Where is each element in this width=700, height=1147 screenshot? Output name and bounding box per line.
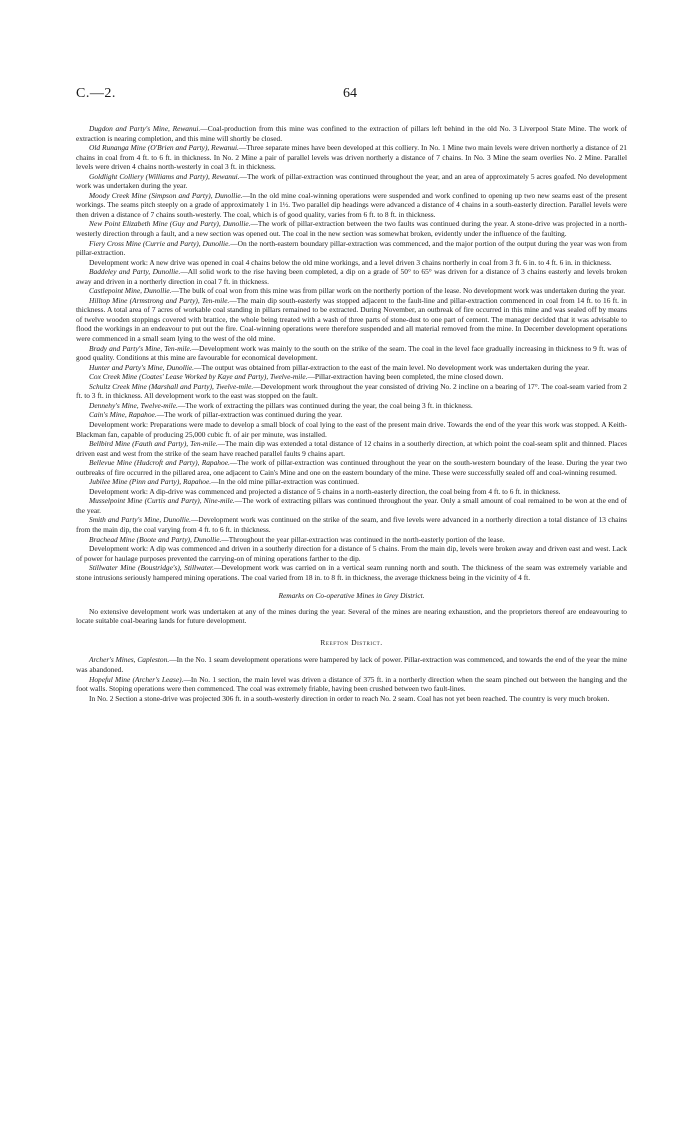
mine-name: Fiery Cross Mine (Currie and Party), Dunollie. [89, 238, 231, 248]
mine-paragraph [76, 191, 627, 220]
mine-name: Cain's Mine, Rapahoe. [89, 410, 157, 420]
mine-paragraph [76, 458, 627, 477]
mine-paragraph [76, 286, 627, 296]
reefton-district-title: Reefton District. [320, 637, 383, 647]
mine-paragraph [76, 372, 627, 382]
mine-description: —In the old mine coal-winning operations were suspended and work confined to opening up two new seams east of the present workings. The seams pitch steeply on a grade of approximately 1 in 1½. Two parallel dip headings were advanced a distance of 4 chains in a south-easterly direction. Parallel levels were then driven a distance of 7 chains south-westerly. The coal, which is of good quality, varies from 6 ft. to 8 ft. in thickness. [76, 190, 628, 219]
mine-description: —All solid work to the rise having been completed, a dip on a grade of 50° to 65° was driven for a distance of 3 chains easterly and levels broken away and driven in a northerly direction in coal 7 ft. in thickness. [76, 267, 627, 286]
mine-name: Dennehy's Mine, Twelve-mile. [89, 400, 178, 410]
mine-description: —The work of pillar-extraction was continued throughout the year, and an area of approximately 5 acres goafed. No development work was undertaken during the year. [76, 171, 628, 191]
mine-description: —The work of pillar-extraction between the two faults was continued during the year. A stone-drive was projected in a north-westerly direction through a fault, and a new section was opened out. The coal in the new section was somewhat broken, evidently under the influence of the faulting. [76, 219, 627, 239]
mine-paragraph [76, 219, 627, 238]
mine-paragraph [76, 477, 627, 487]
mine-paragraph [76, 124, 627, 143]
mine-description: —On the north-eastern boundary pillar-extraction was commenced, and the major portion of the output during the year was won from pillar-extraction. [76, 238, 627, 258]
cooperative-section-title: Remarks on Co-operative Mines in Grey District. [278, 591, 425, 601]
mine-name: Musselpoint Mine (Curtis and Party), Nine-mile. [89, 496, 235, 506]
mine-description: —Coal-production from this mine was confined to the extraction of pillars left behind in the old No. 3 Liverpool State Mine. The work of extraction is nearing completion, and this mine will shortly be closed. [76, 124, 627, 143]
mine-paragraph [76, 239, 627, 258]
page-body [76, 124, 627, 703]
cooperative-paragraph: No extensive development work was undertaken at any of the mines during the year. Several of the mines are nearing exhaustion, and the proprietors thereof are endeavouring to locate suitable coal-bearing lands for future development. [76, 606, 627, 626]
grey-district-mines-section [76, 124, 627, 582]
mine-paragraph [76, 496, 627, 515]
mine-description: —In the No. 1 seam development operations were hampered by lack of power. Pillar-extraction was commenced, and towards the end of the year the mine was abandoned. [76, 655, 627, 674]
mine-paragraph [76, 439, 627, 458]
mine-paragraph [76, 535, 627, 545]
document-reference: C.—2. [76, 86, 116, 101]
mine-name: Cox Creek Mine (Coates' Lease Worked by Kaye and Party), Twelve-mile. [89, 372, 308, 382]
mine-name: Smith and Party's Mine, Dunollie. [89, 515, 192, 525]
mine-name: Hilltop Mine (Armstrong and Party), Ten-mile. [89, 295, 230, 305]
mine-description: —Throughout the year pillar-extraction was continued in the north-easterly portion of the lease. [221, 534, 505, 544]
mine-paragraph [76, 694, 627, 704]
mine-name: Baddeley and Party, Dunollie. [89, 267, 181, 277]
mine-paragraph [76, 675, 627, 694]
mine-description: Development work: A dip was commenced and driven in a southerly direction for a distance of 5 chains. From the main dip, levels were broken away and driven east and west. Lack of power for haulage purposes prevented the carrying-on of mining operations farther to the dip. [76, 544, 627, 563]
mine-name: Brachead Mine (Boote and Party), Dunollie. [89, 534, 222, 544]
mine-paragraph [76, 344, 627, 363]
mine-name: Archer's Mines, Capleston. [89, 655, 170, 665]
mine-name: Jubilee Mine (Pinn and Party), Rapahoe. [89, 477, 212, 487]
mine-description: —Development work was carried on in a vertical seam running north and south. The thickness of the seam was extremely variable and stone intrusions seriously hampered mining operations. The coal varied from 18 in. to 8 ft. in thickness, the average thickness being in the vicinity of 4 ft. [76, 563, 627, 582]
mine-description: —Development work was mainly to the south on the strike of the seam. The coal in the level face gradually increasing in thickness to 9 ft. was of good quality. Conditions at this mine are favourable for economical development. [76, 343, 627, 363]
mine-paragraph [76, 401, 627, 411]
mine-description: In No. 2 Section a stone-drive was projected 306 ft. in a south-westerly direction in order to reach No. 2 seam. Coal has not yet been reached. The country is very much broken. [89, 693, 610, 703]
mine-paragraph [76, 515, 627, 534]
mine-description: —Development work was continued on the strike of the seam, and five levels were advanced in a northerly direction a total distance of 13 chains from the main dip, the coal varying from 4 ft. to 6 ft. in thickness. [76, 515, 627, 534]
mine-name: Stillwater Mine (Boustridge's), Stillwater. [89, 563, 214, 573]
mine-name: Castlepoint Mine, Dunollie. [89, 286, 172, 296]
mine-description: —In the old mine pillar-extraction was continued. [211, 477, 359, 487]
mine-name: Hopeful Mine (Archer's Lease). [89, 674, 184, 684]
mine-description: —Pillar-extraction having been completed, the mine closed down. [307, 372, 504, 382]
mine-paragraph [76, 267, 627, 286]
mine-paragraph [76, 382, 627, 401]
mine-name: Bellevue Mine (Hudcroft and Party), Rapahoe. [89, 458, 230, 468]
reefton-district-section [76, 655, 627, 703]
mine-paragraph [76, 143, 627, 172]
mine-description: —The main dip south-easterly was stopped adjacent to the fault-line and pillar-extraction commenced in coal from 14 ft. to 16 ft. in thickness. A total area of 7 acres of workable coal standing in pillars remained to be extracted. During November, an outbreak of fire occurred in this mine and was sealed off by means of twelve wooden stoppings covered with brattice, the whole being treated with a wash of three parts of stone-dust to one part of cement. The manager decided that it was advisable to flood the workings in an endeavour to put out the fire. Coal-winning operations were therefore suspended and all material removed from the mine. In December development operations were commenced in a small seam lying to the west of the old mine. [76, 295, 627, 344]
mine-paragraph [76, 420, 627, 439]
mine-name: Hunter and Party's Mine, Dunollie. [89, 362, 195, 372]
mine-paragraph [76, 563, 627, 582]
mine-name: Goldlight Colliery (Williams and Party), Rewanui. [89, 171, 240, 181]
mine-name: New Point Elizabeth Mine (Guy and Party), Dunollie. [89, 219, 251, 229]
mine-description: —Three separate mines have been developed at this colliery. In No. 1 Mine two main levels were driven northerly a distance of 21 chains in coal from 4 ft. to 6 ft. in thickness. In No. 2 Mine a pair of parallel levels was driven northerly a distance of 7 chains. In No. 3 Mine the seam overlies No. 2 Mine. Parallel levels were driven 4 chains north-westerly in coal 3 ft. in thickness. [76, 143, 627, 172]
mine-description: —Development work throughout the year consisted of driving No. 2 incline on a bearing of 17°. The coal-seam varied from 2 ft. to 3 ft. in thickness. All development work to the east was stopped on the fault. [76, 381, 628, 401]
mine-description: —The output was obtained from pillar-extraction to the east of the main level. No development work was undertaken during the year. [194, 362, 590, 372]
mine-description: —The work of pillar-extraction was continued during the year. [156, 410, 343, 420]
mine-description: —The work of extracting the pillars was continued during the year, the coal being 3 ft. in thickness. [177, 400, 473, 410]
mine-description: —The work of extracting pillars was continued throughout the year. Only a small amount of coal remained to be won at the end of the year. [76, 496, 627, 515]
mine-description: Development work: A dip-drive was commenced and projected a distance of 5 chains in a north-easterly direction, the coal being from 4 ft. to 6 ft. in thickness. [89, 486, 561, 496]
mine-description: —The bulk of coal won from this mine was from pillar work on the northerly portion of the lease. No development work was undertaken during the year. [171, 286, 626, 296]
mine-description: —The main dip was extended a total distance of 12 chains in a southerly direction, at which point the coal-seam split and thinned. Places driven east and west from the strike of the seam have reached parallel faults 9 chains apart. [76, 439, 627, 458]
mine-description: —In No. 1 section, the main level was driven a distance of 375 ft. in a northerly direction when the seam pinched out between the hanging and the foot walls. Stoping operations were then commenced. The coal was extremely friable, having been crushed between two fault-lines. [76, 674, 628, 694]
mine-paragraph [76, 544, 627, 563]
mine-paragraph [76, 410, 627, 420]
mine-description: Development work: A new drive was opened in coal 4 chains below the old mine workings, and a level driven 3 chains northerly in coal from 3 ft. 6 in. to 4 ft. 6 in. in thickness. [89, 257, 612, 267]
mine-paragraph [76, 296, 627, 344]
mine-name: Brady and Party's Mine, Ten-mile. [89, 343, 192, 353]
mine-name: Old Runanga Mine (O'Brien and Party), Rewanui. [89, 143, 239, 153]
mine-name: Dugdon and Party's Mine, Rewanui. [89, 124, 201, 133]
mine-paragraph [76, 258, 627, 268]
mine-description: Development work: Preparations were made to develop a small block of coal lying to the east of the present main drive. Towards the end of the year this work was stopped. A Keith-Blackman fan, capable of producing 25,000 cubic ft. of air per minute, was installed. [76, 419, 627, 439]
mine-paragraph [76, 487, 627, 497]
mine-description: —The work of pillar-extraction was continued throughout the year on the south-western boundary of the lease. During the year two outbreaks of fire occurred in the pillared area, one adjacent to Cain's Mine and one on the eastern boundary of the mine. These were successfully sealed off and coal-winning resumed. [76, 458, 627, 477]
mine-paragraph [76, 655, 627, 674]
page-header [0, 86, 700, 106]
mine-name: Bellbird Mine (Fauth and Party), Ten-mile. [89, 439, 218, 449]
page-number: 64 [343, 86, 357, 101]
mine-name: Moody Creek Mine (Simpson and Party), Dunollie. [89, 190, 243, 200]
mine-paragraph [76, 363, 627, 373]
mine-paragraph [76, 172, 627, 191]
mine-name: Schultz Creek Mine (Marshall and Party), Twelve-mile. [89, 381, 254, 391]
